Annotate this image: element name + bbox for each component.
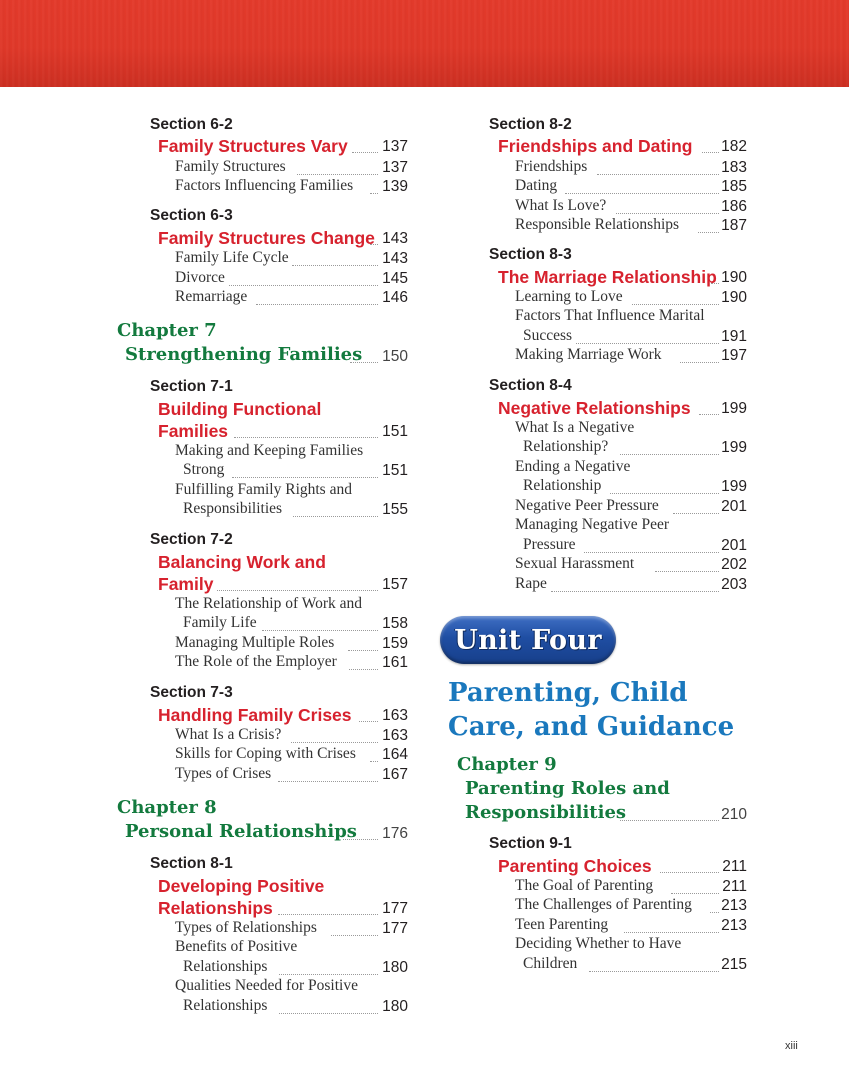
leader-dots — [297, 174, 378, 175]
leader-dots — [350, 362, 378, 363]
topic-link[interactable]: Friendships — [515, 158, 588, 175]
section-label: Section 8-4 — [489, 377, 572, 394]
page-number: 190 — [721, 289, 747, 306]
topic-link[interactable]: Types of Crises — [175, 765, 272, 782]
topic-link[interactable]: Teen Parenting — [515, 916, 609, 933]
page-number: 139 — [382, 178, 408, 195]
page-number: 203 — [721, 576, 747, 593]
page-number: 213 — [721, 917, 747, 934]
topic-link[interactable]: Learning to Love — [515, 288, 623, 305]
leader-dots — [576, 343, 719, 344]
leader-dots — [370, 761, 378, 762]
leader-dots — [699, 414, 719, 415]
page-number: 163 — [382, 707, 408, 724]
topic-link[interactable]: Rape — [515, 575, 547, 592]
page-number: 180 — [382, 998, 408, 1015]
page-number: 180 — [382, 959, 408, 976]
leader-dots — [331, 935, 378, 936]
leader-dots — [262, 630, 378, 631]
page-number: 199 — [721, 400, 747, 417]
leader-dots — [584, 552, 719, 553]
leader-dots — [370, 193, 378, 194]
page-number: 145 — [382, 270, 408, 287]
topic-link[interactable]: What Is a Crisis? — [175, 726, 282, 743]
leader-dots — [671, 893, 719, 894]
page-number: 191 — [721, 328, 747, 345]
unit-title[interactable]: Parenting, Child — [448, 678, 688, 708]
chapter-label: Chapter 7 — [117, 320, 217, 341]
leader-dots — [702, 152, 719, 153]
page-number: 183 — [721, 159, 747, 176]
section-label: Section 8-1 — [150, 855, 233, 872]
leader-dots — [620, 820, 719, 821]
topic-link[interactable]: Children — [523, 955, 578, 972]
leader-dots — [673, 513, 719, 514]
leader-dots — [348, 650, 378, 651]
topic-link[interactable]: The Challenges of Parenting — [515, 896, 692, 913]
page-number: 210 — [721, 806, 747, 823]
section-label: Section 8-3 — [489, 246, 572, 263]
page-number: 211 — [722, 878, 747, 895]
section-label: Section 8-2 — [489, 116, 572, 133]
section-title-link[interactable]: The Marriage Relationship — [498, 267, 717, 287]
leader-dots — [589, 971, 719, 972]
page-number: 146 — [382, 289, 408, 306]
leader-dots — [616, 213, 719, 214]
leader-dots — [279, 974, 378, 975]
leader-dots — [610, 493, 719, 494]
section-title-link[interactable]: Friendships and Dating — [498, 136, 693, 156]
page-number: 150 — [382, 348, 408, 365]
page-number: 197 — [721, 347, 747, 364]
chapter-label: Chapter 8 — [117, 797, 217, 818]
section-title-link[interactable]: Building Functional — [158, 399, 322, 419]
page-number: 159 — [382, 635, 408, 652]
topic-link[interactable]: Relationship? — [523, 438, 609, 455]
topic-link[interactable]: Factors That Influence Marital — [515, 307, 705, 324]
page-number: 199 — [721, 439, 747, 456]
leader-dots — [291, 742, 378, 743]
section-label: Section 9-1 — [489, 835, 572, 852]
leader-dots — [278, 781, 378, 782]
topic-link[interactable]: What Is a Negative — [515, 419, 635, 436]
leader-dots — [597, 174, 719, 175]
topic-link[interactable]: Fulfilling Family Rights and — [175, 481, 352, 498]
page-number: 177 — [382, 900, 408, 917]
topic-link[interactable]: Responsibilities — [183, 500, 283, 517]
chapter-title-link[interactable]: Parenting Roles and — [465, 778, 670, 799]
leader-dots — [343, 839, 378, 840]
leader-dots — [551, 591, 719, 592]
leader-dots — [229, 285, 378, 286]
header-banner — [0, 0, 849, 87]
page-number: 161 — [382, 654, 408, 671]
section-title-link[interactable]: Handling Family Crises — [158, 705, 352, 725]
topic-link[interactable]: Benefits of Positive — [175, 938, 298, 955]
topic-link[interactable]: Skills for Coping with Crises — [175, 745, 356, 762]
leader-dots — [278, 914, 378, 915]
unit-badge-label: Unit Four — [454, 624, 602, 656]
leader-dots — [660, 872, 719, 873]
leader-dots — [292, 265, 378, 266]
leader-dots — [352, 152, 378, 153]
chapter-title-link[interactable]: Strengthening Families — [125, 344, 363, 365]
topic-link[interactable]: Family Life Cycle — [175, 249, 289, 266]
page-number: 186 — [721, 198, 747, 215]
section-title-link[interactable]: Family Structures Vary — [158, 136, 348, 156]
leader-dots — [698, 232, 719, 233]
section-title-link[interactable]: Parenting Choices — [498, 856, 652, 876]
section-title-link[interactable]: Family Structures Change — [158, 228, 375, 248]
page-number: 202 — [721, 556, 747, 573]
leader-dots — [349, 669, 378, 670]
leader-dots — [232, 477, 378, 478]
page-number: 143 — [382, 250, 408, 267]
unit-badge — [440, 616, 616, 664]
topic-link[interactable]: Deciding Whether to Have — [515, 935, 682, 952]
leader-dots — [711, 283, 719, 284]
leader-dots — [256, 304, 378, 305]
leader-dots — [624, 932, 719, 933]
topic-link[interactable]: The Goal of Parenting — [515, 877, 654, 894]
leader-dots — [620, 454, 719, 455]
page-number: 137 — [382, 138, 408, 155]
page-number: 176 — [382, 825, 408, 842]
page-number: 177 — [382, 920, 408, 937]
page-number: 167 — [382, 766, 408, 783]
leader-dots — [370, 244, 378, 245]
leader-dots — [234, 437, 378, 438]
page-number: 185 — [721, 178, 747, 195]
section-title-link[interactable]: Balancing Work and — [158, 552, 326, 572]
leader-dots — [680, 362, 719, 363]
page-number: 211 — [722, 858, 747, 875]
page-number: 155 — [382, 501, 408, 518]
topic-link[interactable]: Negative Peer Pressure — [515, 497, 659, 514]
topic-link[interactable]: The Role of the Employer — [175, 653, 337, 670]
topic-link[interactable]: Sexual Harassment — [515, 555, 635, 572]
topic-link[interactable]: What Is Love? — [515, 197, 607, 214]
topic-link[interactable]: Making Marriage Work — [515, 346, 662, 363]
page-number: 213 — [721, 897, 747, 914]
page-number: 201 — [721, 537, 747, 554]
chapter-title-link[interactable]: Personal Relationships — [125, 821, 357, 842]
section-title-link[interactable]: Relationships — [158, 898, 273, 918]
leader-dots — [217, 590, 378, 591]
topic-link[interactable]: Strong — [183, 461, 225, 478]
leader-dots — [279, 1013, 378, 1014]
section-title-link[interactable]: Developing Positive — [158, 876, 325, 896]
page-number: 157 — [382, 576, 408, 593]
page-number: 158 — [382, 615, 408, 632]
page-number: 151 — [382, 423, 408, 440]
topic-link[interactable]: Managing Negative Peer — [515, 516, 670, 533]
page-number: 137 — [382, 159, 408, 176]
topic-link[interactable]: Managing Multiple Roles — [175, 634, 335, 651]
topic-link[interactable]: Relationships — [183, 958, 268, 975]
page-number: 215 — [721, 956, 747, 973]
topic-link[interactable]: Success — [523, 327, 573, 344]
page-folio: xiii — [785, 1040, 798, 1052]
page-number: 163 — [382, 727, 408, 744]
section-label: Section 7-2 — [150, 531, 233, 548]
topic-link[interactable]: Dating — [515, 177, 558, 194]
leader-dots — [655, 571, 719, 572]
page-number: 164 — [382, 746, 408, 763]
section-label: Section 6-2 — [150, 116, 233, 133]
section-label: Section 7-1 — [150, 378, 233, 395]
page-number: 199 — [721, 478, 747, 495]
leader-dots — [293, 516, 378, 517]
unit-title[interactable]: Care, and Guidance — [448, 712, 735, 742]
page-number: 151 — [382, 462, 408, 479]
topic-link[interactable]: Family Life — [183, 614, 257, 631]
topic-link[interactable]: Types of Relationships — [175, 919, 317, 936]
page-number: 190 — [721, 269, 747, 286]
page-number: 187 — [721, 217, 747, 234]
topic-link[interactable]: Ending a Negative — [515, 458, 631, 475]
leader-dots — [710, 912, 719, 913]
topic-link[interactable]: Making and Keeping Families — [175, 442, 364, 459]
topic-link[interactable]: Responsible Relationships — [515, 216, 680, 233]
topic-link[interactable]: Pressure — [523, 536, 576, 553]
section-title-link[interactable]: Families — [158, 421, 229, 441]
leader-dots — [359, 721, 378, 722]
section-label: Section 6-3 — [150, 207, 233, 224]
topic-link[interactable]: Remarriage — [175, 288, 248, 305]
topic-link[interactable]: Divorce — [175, 269, 225, 286]
section-title-link[interactable]: Negative Relationships — [498, 398, 691, 418]
topic-link[interactable]: Factors Influencing Families — [175, 177, 354, 194]
chapter-title-link[interactable]: Responsibilities — [465, 802, 627, 823]
topic-link[interactable]: Family Structures — [175, 158, 286, 175]
page-number: 201 — [721, 498, 747, 515]
topic-link[interactable]: Qualities Needed for Positive — [175, 977, 358, 994]
topic-link[interactable]: The Relationship of Work and — [175, 595, 363, 612]
topic-link[interactable]: Relationship — [523, 477, 602, 494]
leader-dots — [565, 193, 719, 194]
section-title-link[interactable]: Family — [158, 574, 214, 594]
page-number: 182 — [721, 138, 747, 155]
topic-link[interactable]: Relationships — [183, 997, 268, 1014]
page-number: 143 — [382, 230, 408, 247]
section-label: Section 7-3 — [150, 684, 233, 701]
chapter-label: Chapter 9 — [457, 754, 557, 775]
leader-dots — [632, 304, 719, 305]
